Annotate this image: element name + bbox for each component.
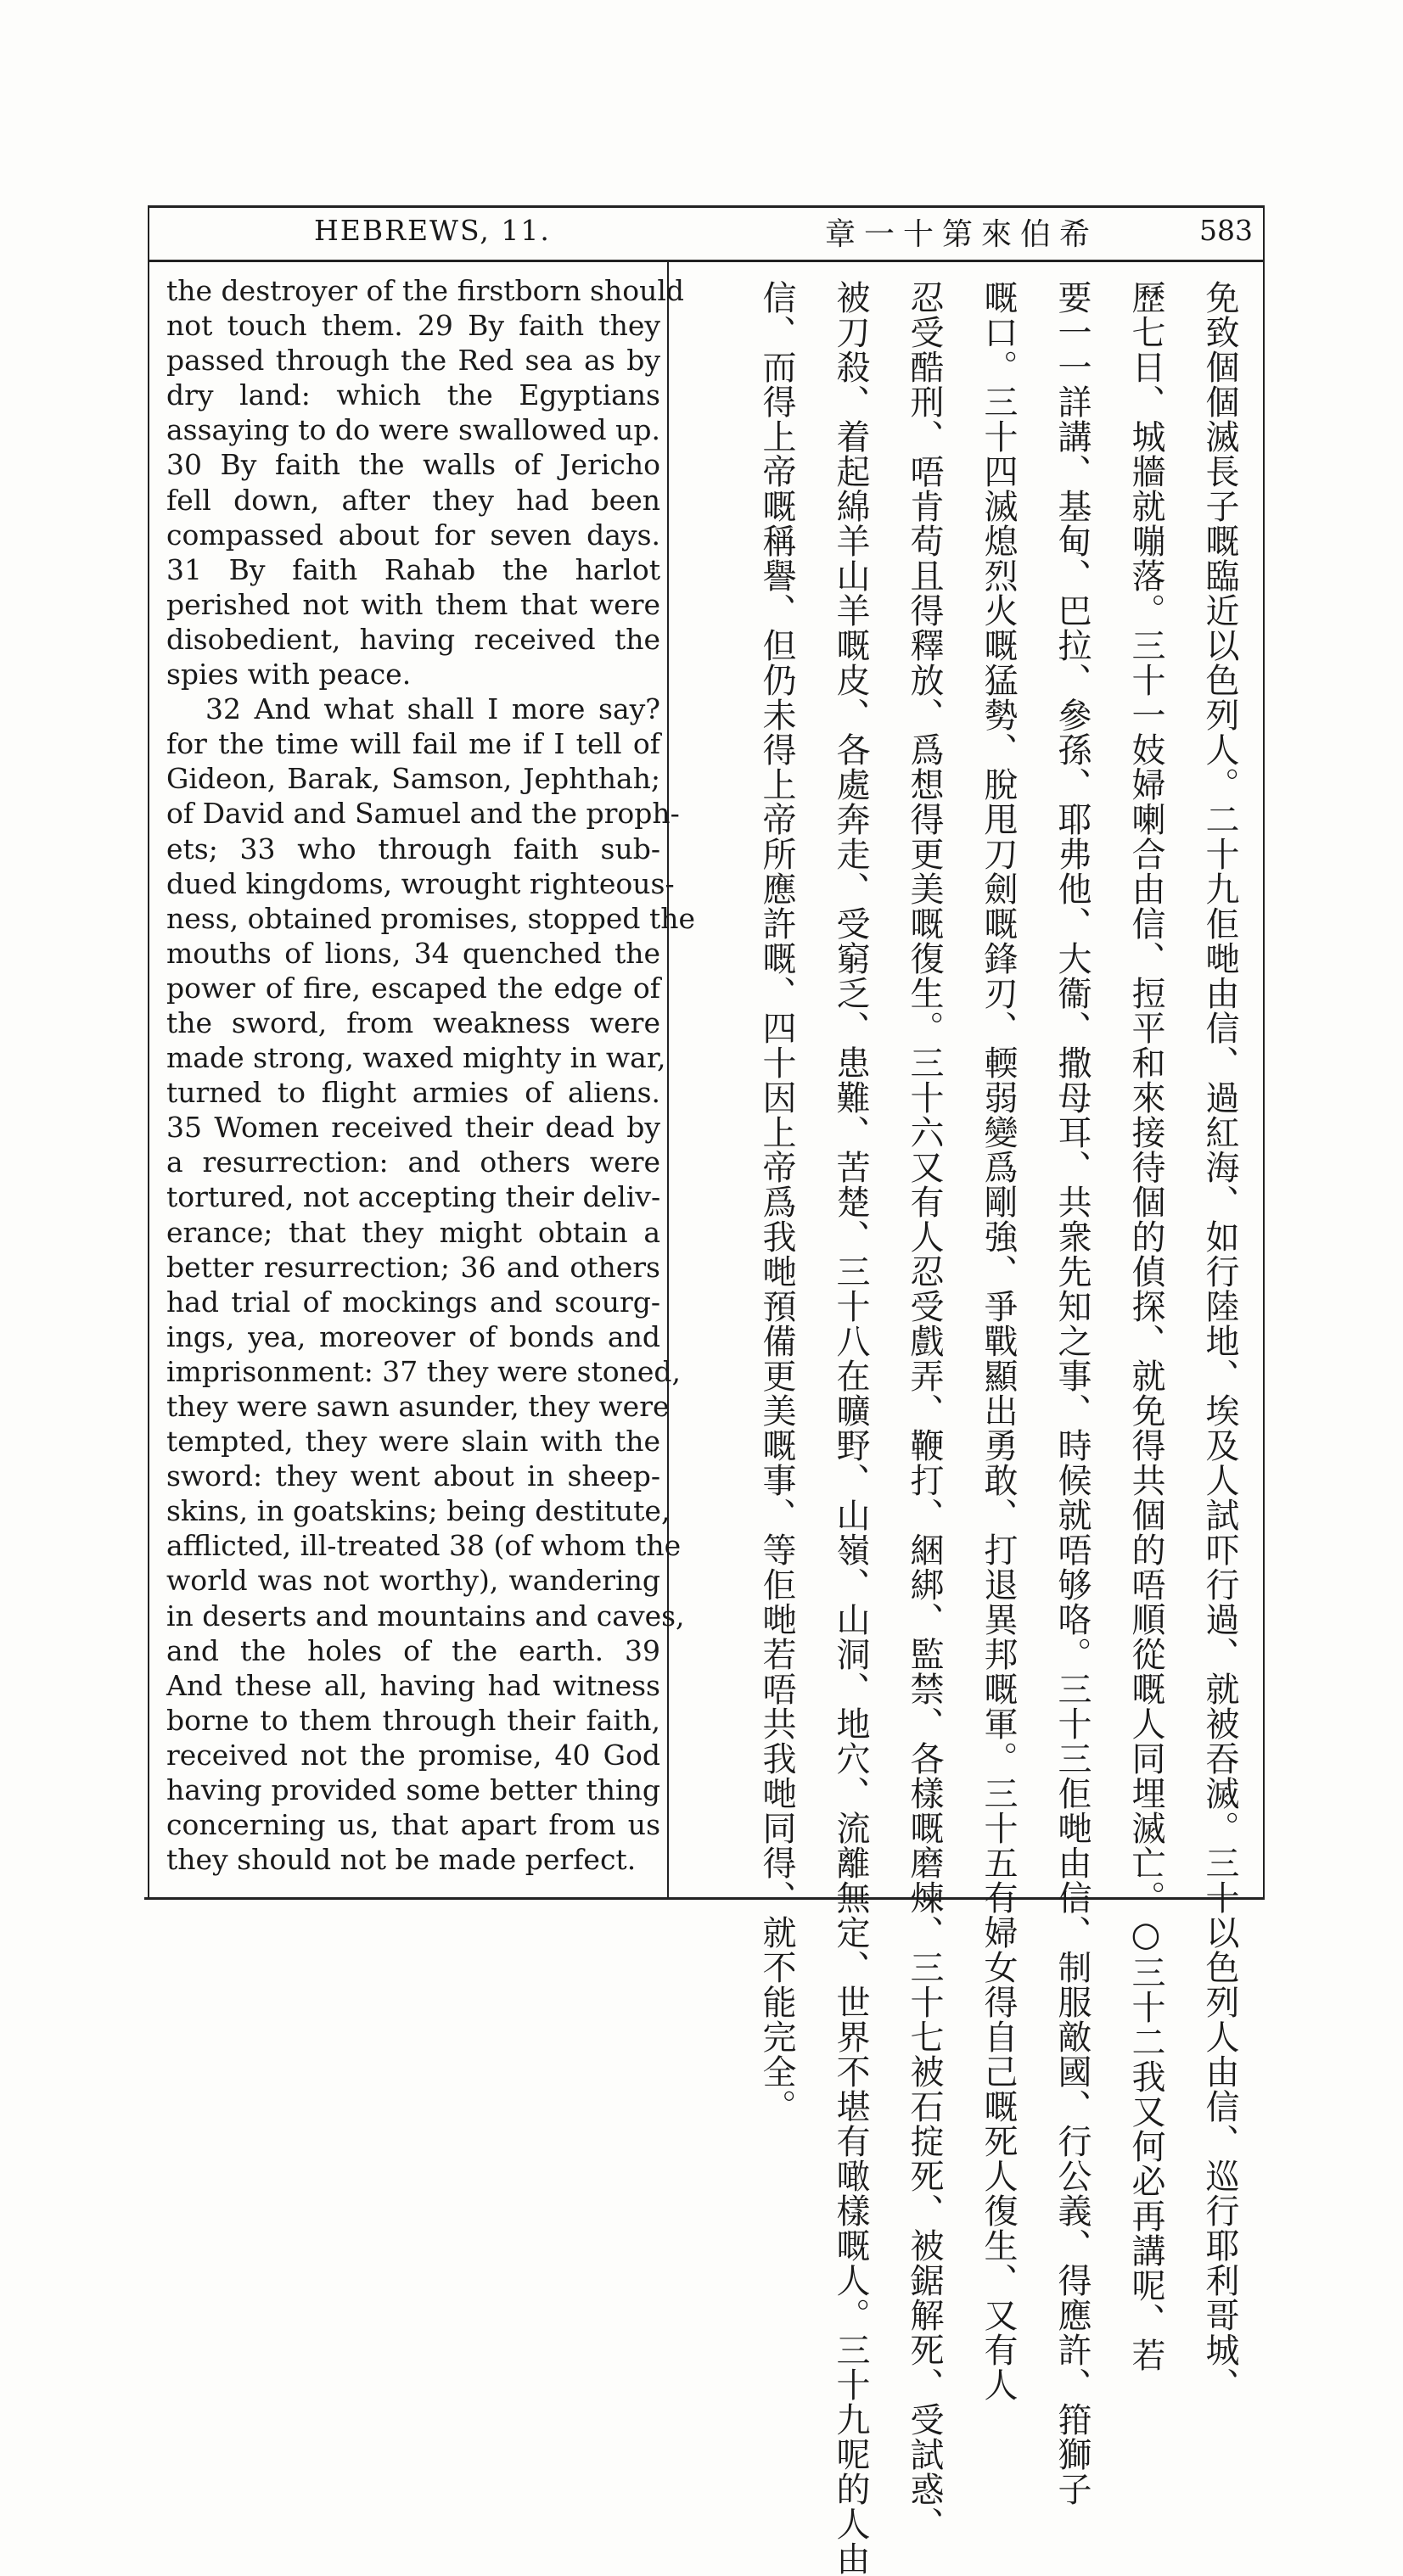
english-line: 32 And what shall I more say? [205,692,660,726]
english-line: they were sawn asunder, they were [166,1390,670,1423]
bottom-rule [144,1897,1265,1900]
english-line: not touch them. 29 By faith they [166,309,660,343]
english-line: and the holes of the earth. 39 [166,1633,660,1667]
english-line: the destroyer of the firstborn should [166,274,685,307]
english-line: ings, yea, moreover of bonds and [166,1319,660,1353]
chinese-text-column [679,280,1256,2576]
english-line: of David and Samuel and the proph- [166,797,680,831]
english-line: had trial of mockings and scourg- [166,1285,660,1319]
chinese-line: 要一一詳講、基甸、巴拉、參孫、耶弗他、大衞、撒母耳、共衆先知之事、時候就唔够咯。三十三佢哋由信、制服敵國、行公義、得應許、箝獅子 [1052,280,1092,2506]
english-line: tempted, they were slain with the [166,1425,660,1459]
english-line: compassed about for seven days. [166,518,660,552]
chinese-line: 忍受酷刑、唔肯苟且得釋放、爲想得更美嘅復生。三十六又有人忍受戲弄、鞭打、綑綁、監禁、各樣嘅磨煉、三十七被石掟死、被鋸解死、受試惑、 [905,280,944,2541]
english-line: made strong, waxed mighty in war, [166,1041,666,1075]
chinese-line: 歷七日、城牆就嘣落。三十一妓婦喇合由信、𢭃平和來接待個的偵探、就免得共個的唔順從嘅人同埋滅亡。○三十二我又何必再講呢、若 [1126,280,1165,2372]
english-text-column [166,273,696,1877]
english-line: Gideon, Barak, Samson, Jephthah; [166,762,660,796]
english-line: passed through the Red sea as by [166,344,660,378]
header-rule [148,260,1263,262]
english-line: tortured, not accepting their deliv- [166,1180,661,1214]
english-line: borne to them through their faith, [166,1703,660,1737]
english-line: ness, obtained promises, stopped the [166,901,696,935]
english-line: a resurrection: and others were [166,1145,660,1179]
english-line: dued kingdoms, wrought righteous- [166,866,675,900]
english-line: afflicted, ill-treated 38 (of whom the [166,1529,682,1563]
chinese-line: 嘅口。三十四滅熄烈火嘅猛勢、脫甩刀劍嘅鋒刃、輭弱變爲剛強、爭戰顯出勇敢、打退異邦嘅軍。三十五有婦女得自己嘅死人復生、又有人 [979,280,1018,2402]
english-line: turned to flight armies of aliens. [166,1076,660,1110]
english-line: mouths of lions, 34 quenched the [166,936,660,970]
english-line: erance; that they might obtain a [166,1215,660,1249]
english-line: for the time will fail me if I tell of [166,727,660,761]
chinese-line: 被刀殺、着起綿羊山羊嘅皮、各處奔走、受窮乏、患難、苦楚、三十八在曠野、山嶺、山洞、地穴、流離無定、世界不堪有噉樣嘅人。三十九呢的人由 [831,280,870,2576]
english-line: spies with peace. [166,658,412,692]
english-line: 30 By faith the walls of Jericho [166,448,660,482]
english-line: dry land: which the Egyptians [166,378,660,412]
chinese-line: 信、而得上帝嘅稱譽、但仍未得上帝所應許嘅、四十因上帝爲我哋預備更美嘅事、等佢哋若唔共我哋同得、就不能完全。 [757,280,796,2124]
english-line: better resurrection; 36 and others [166,1250,660,1284]
english-line: world was not worthy), wandering [166,1564,660,1598]
english-line: 35 Women received their dead by [166,1111,660,1145]
english-line: received not the promise, 40 God [166,1738,660,1772]
english-line: sword: they went about in sheep- [166,1459,660,1493]
english-line: in deserts and mountains and caves, [166,1599,685,1632]
english-line: they should not be made perfect. [166,1843,637,1877]
english-line: 31 By faith Rahab the harlot [166,552,660,586]
english-line: having provided some better thing [166,1773,660,1807]
english-line: perished not with them that were [166,587,660,621]
english-line: concerning us, that apart from us [166,1808,660,1842]
top-rule [148,205,1263,208]
page-number: 583 [1199,214,1253,247]
english-line: the sword, from weakness were [166,1005,660,1039]
english-line: power of fire, escaped the edge of [166,971,660,1005]
english-line: fell down, after they had been [166,483,660,517]
chinese-line: 免致個個滅長子嘅臨近以色列人。二十九佢哋由信、過紅海、如行陸地、埃及人試吓行過、就被吞滅。三十以色列人由信、巡行耶利哥城、 [1200,280,1239,2402]
english-line: skins, in goatskins; being destitute, [166,1494,671,1528]
english-line: assaying to do were swallowed up. [166,413,661,447]
english-line: imprisonment: 37 they were stoned, [166,1354,681,1388]
english-line: disobedient, having received the [166,622,660,656]
running-head: HEBREWS, 11. [314,214,551,247]
english-line: ets; 33 who through faith sub- [166,832,660,865]
chinese-running-head: 希伯來第十一章 [825,217,1099,252]
column-divider [667,262,669,1897]
english-line: And these all, having had witness [166,1668,660,1702]
